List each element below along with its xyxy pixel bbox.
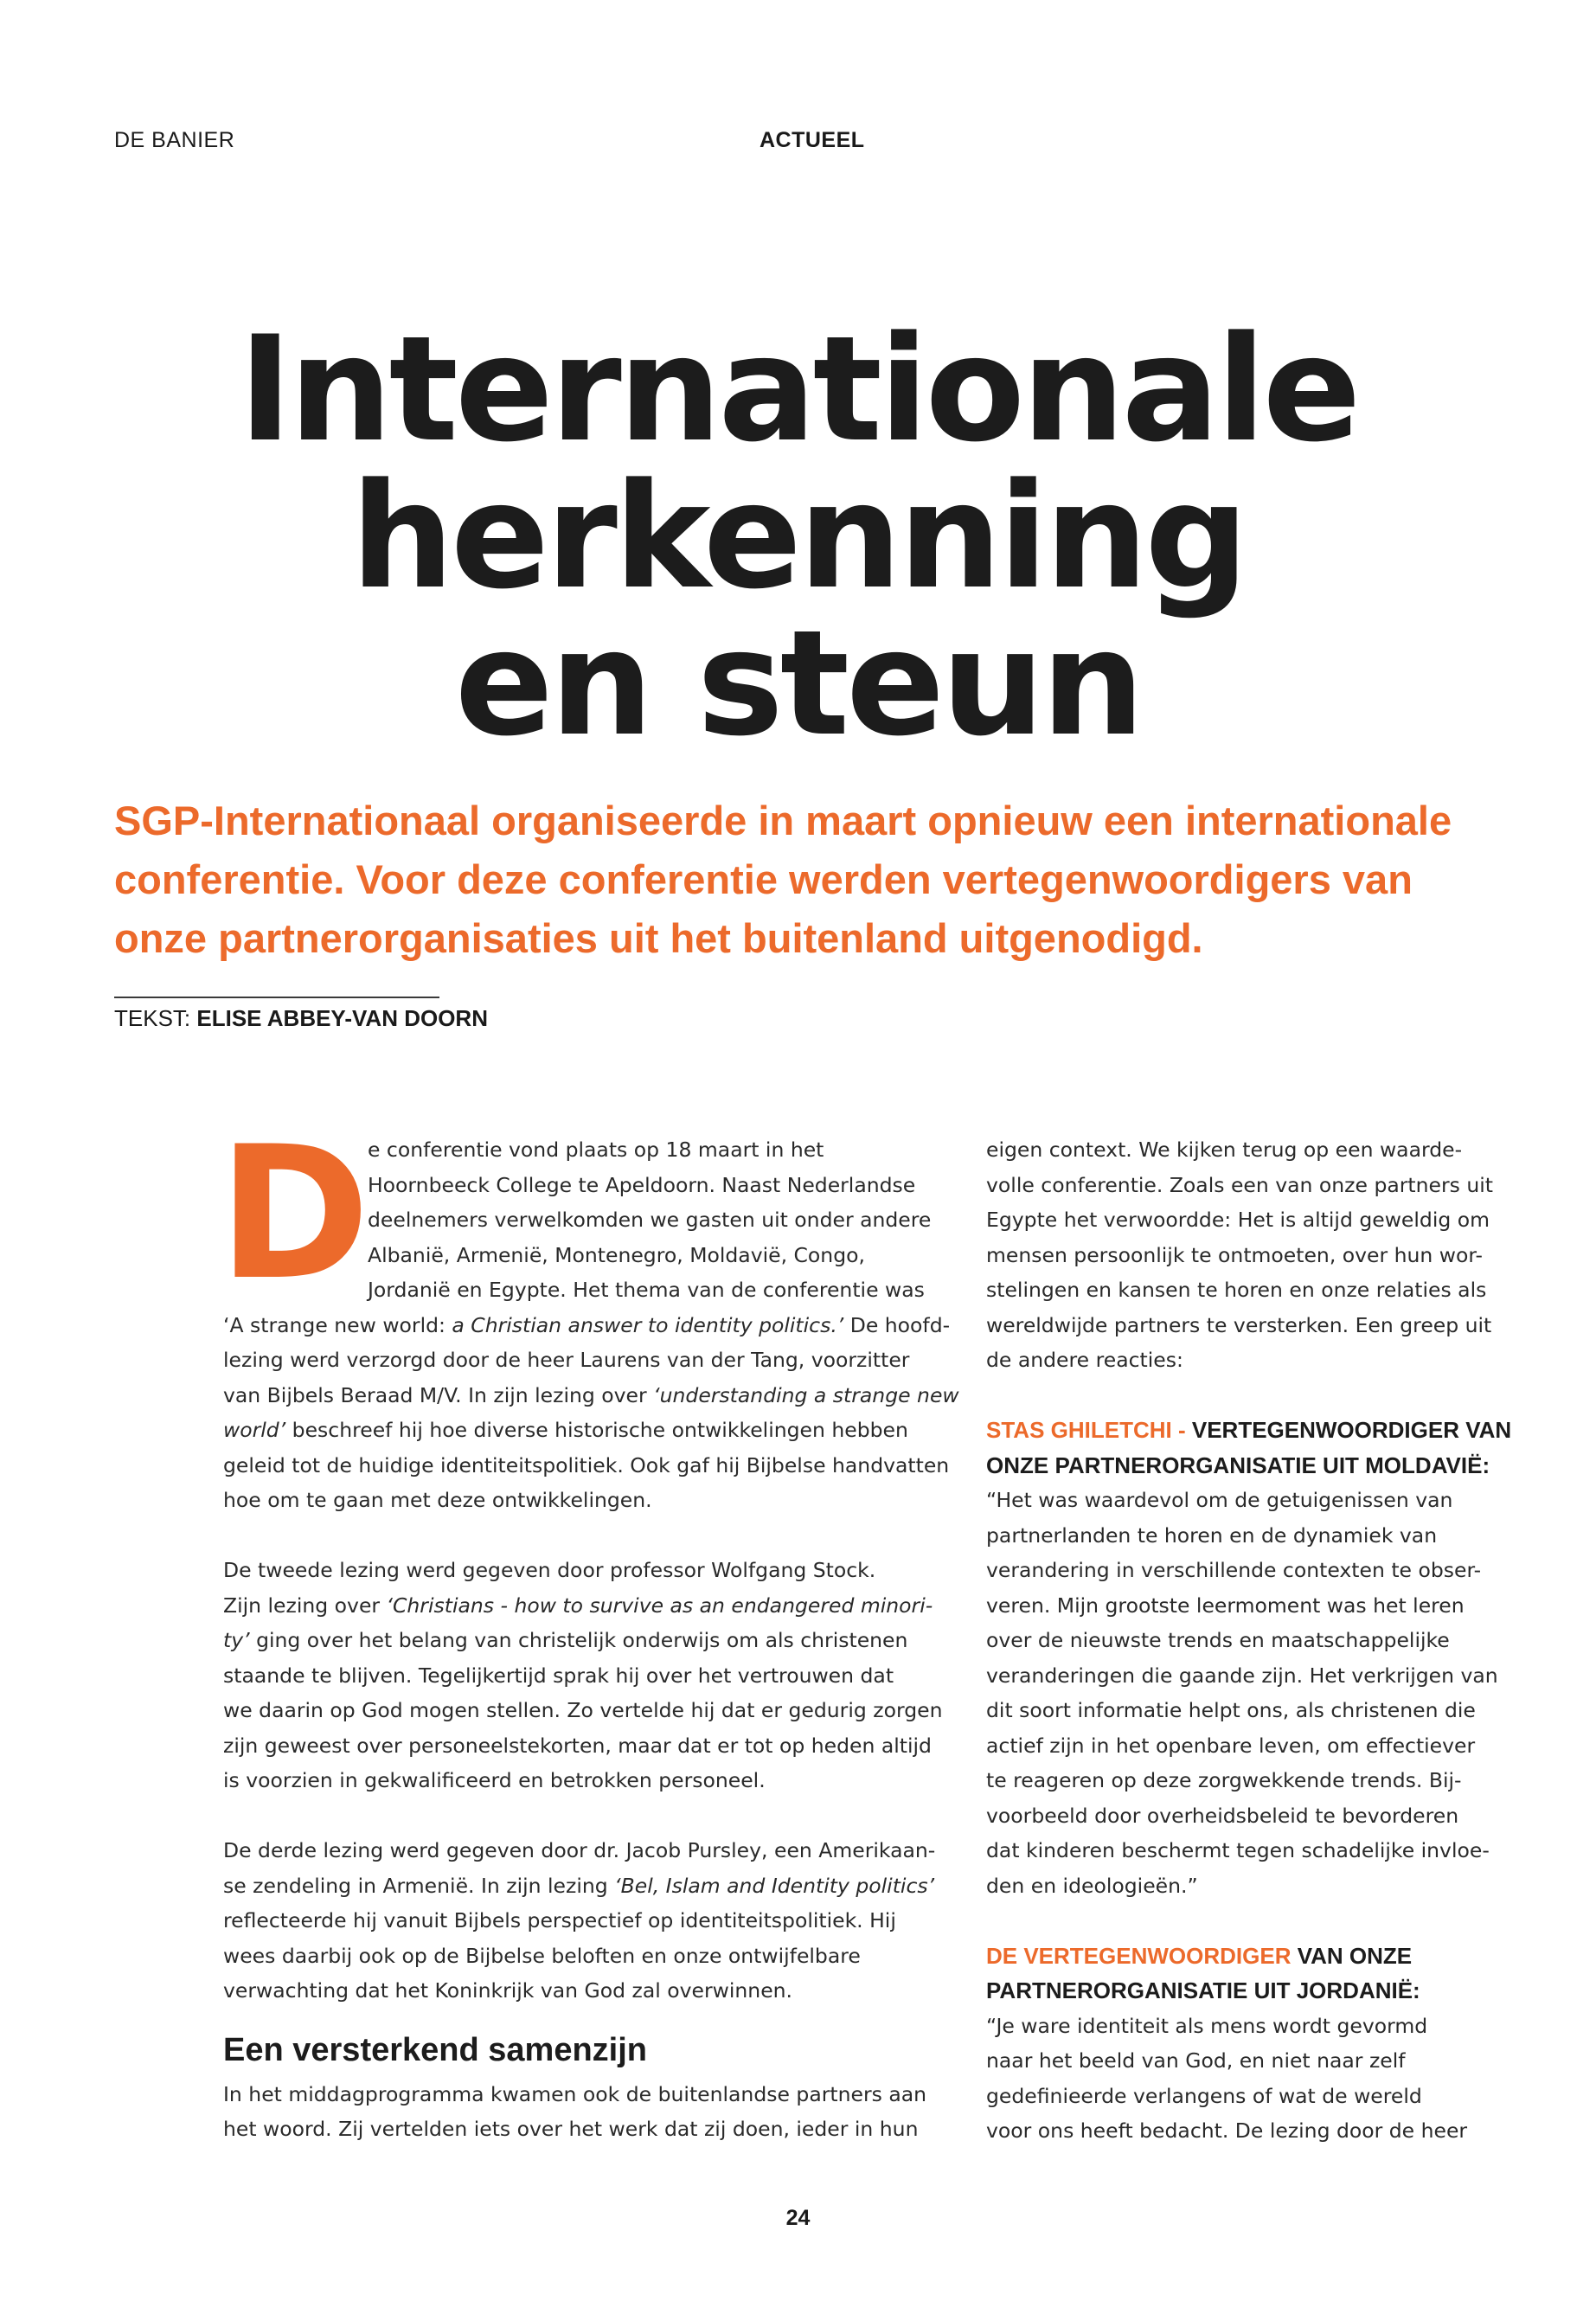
body-text: beschreef hij hoe diverse historische ontwikkelingen hebben: [285, 1418, 908, 1442]
body-line: volle conferentie. Zoals een van onze partners uit: [986, 1172, 1493, 1197]
paragraph-gap: [223, 2009, 950, 2026]
credit-label: TEKST:: [114, 1005, 191, 1031]
section-subheading: Een versterkend samenzijn: [223, 2031, 647, 2068]
quote-heading: [986, 1413, 1512, 1448]
body-text: se zendeling in Armenië. In zijn lezing: [223, 1873, 615, 1898]
body-line: mensen persoonlijk te ontmoeten, over hun wor-: [986, 1242, 1484, 1267]
body-line: [223, 1413, 950, 1448]
quote-line: voor ons heeft bedacht. De lezing door de heer: [986, 2118, 1468, 2143]
quote-speaker: STAS GHILETCHI -: [986, 1417, 1192, 1443]
lead-line: SGP-Internationaal organiseerde in maart opnieuw een internationale: [114, 798, 1452, 843]
quote-line: naar het beeld van God, en niet naar zelf: [986, 2048, 1406, 2073]
publication-name: DE BANIER: [114, 128, 235, 152]
paragraph-gap: [986, 1903, 1505, 1939]
title-line: herkenning: [350, 452, 1246, 621]
quote-line: dat kinderen beschermt tegen schadelijke invloe-: [986, 1838, 1490, 1862]
body-line: [223, 1308, 950, 1343]
quote-heading: [986, 1939, 1505, 1974]
body-line: wees daarbij ook op de Bijbelse beloften en onze ontwijfelbare: [223, 1943, 861, 1968]
paragraph-gap: [223, 1798, 950, 1834]
body-line: [223, 1378, 959, 1413]
body-text: ging over het belang van christelijk onderwijs om als christenen: [249, 1628, 908, 1652]
body-line: Hoornbeeck College te Apeldoorn. Naast Nederlandse: [368, 1172, 916, 1197]
author-name: ELISE ABBEY-VAN DOORN: [196, 1005, 488, 1031]
quote-line: verandering in verschillende contexten te obser-: [986, 1558, 1482, 1582]
body-text-italic: ‘Christians - how to survive as an endangered minori-: [386, 1593, 933, 1618]
quote-line: actief zijn in het openbare leven, om effectiever: [986, 1733, 1476, 1758]
body-line: verwachting dat het Koninkrijk van God zal overwinnen.: [223, 1978, 793, 2003]
paragraph-gap: [223, 1518, 950, 1554]
quote-line: dit soort informatie helpt ons, als christenen die: [986, 1698, 1476, 1722]
quote-line: “Je ware identiteit als mens wordt gevormd: [986, 2013, 1428, 2038]
quote-line: veren. Mijn grootste leermoment was het leren: [986, 1593, 1465, 1618]
quote-role: VERTEGENWOORDIGER VAN: [1191, 1417, 1512, 1443]
body-line: staande te blijven. Tegelijkertijd sprak hij over het vertrouwen dat: [223, 1663, 894, 1688]
body-line: [223, 1868, 950, 1904]
quote-speaker: DE VERTEGENWOORDIGER: [986, 1942, 1292, 1969]
body-text: De hoofd-: [843, 1312, 951, 1337]
drop-cap: D: [218, 1106, 370, 1320]
right-column: [986, 1132, 1512, 2149]
body-line: Albanië, Armenië, Montenegro, Moldavië, Congo,: [368, 1242, 865, 1267]
page-number: 24: [785, 2206, 811, 2230]
quote-line: veranderingen die gaande zijn. Het verkrijgen van: [986, 1663, 1498, 1688]
body-line: eigen context. We kijken terug op een waarde-: [986, 1138, 1463, 1162]
quote-role: VAN ONZE: [1291, 1942, 1413, 1969]
body-text-italic: world’: [223, 1418, 286, 1442]
body-text: van Bijbels Beraad M/V. In zijn lezing over: [223, 1382, 654, 1407]
quote-line: te reageren op deze zorgwekkende trends. Bij-: [986, 1768, 1462, 1792]
author-credit: [114, 1005, 488, 1032]
quote-line: partnerlanden te horen en de dynamiek van: [986, 1522, 1438, 1548]
quote-line: “Het was waardevol om de getuigenissen van: [986, 1488, 1453, 1512]
title-line: Internationale: [238, 304, 1358, 474]
article-title: [0, 304, 1596, 768]
quote-heading: PARTNERORGANISATIE UIT JORDANIË:: [986, 1977, 1420, 2003]
quote-line: den en ideologieën.”: [986, 1873, 1198, 1898]
body-line: lezing werd verzorgd door de heer Laurens van der Tang, voorzitter: [223, 1348, 910, 1372]
body-text: Zijn lezing over: [223, 1593, 387, 1618]
body-text: ‘A strange new world:: [223, 1312, 452, 1337]
body-line: De tweede lezing werd gegeven door professor Wolfgang Stock.: [223, 1558, 876, 1582]
body-line: is voorzien in gekwalificeerd en betrokken personeel.: [223, 1768, 766, 1792]
body-line: we daarin op God mogen stellen. Zo vertelde hij dat er gedurig zorgen: [223, 1698, 943, 1722]
body-text-italic: ty’: [223, 1628, 250, 1652]
lead-line: onze partnerorganisaties uit het buitenland uitgenodigd.: [114, 915, 1203, 961]
body-line: hoe om te gaan met deze ontwikkelingen.: [223, 1488, 652, 1512]
section-label: ACTUEEL: [760, 128, 865, 152]
quote-line: over de nieuwste trends en maatschappelijke: [986, 1628, 1450, 1652]
body-line: de andere reacties:: [986, 1348, 1183, 1372]
body-line: het woord. Zij vertelden iets over het werk dat zij doen, ieder in hun: [223, 2117, 919, 2141]
body-text-italic: a Christian answer to identity politics.’: [452, 1312, 844, 1337]
paragraph-gap: [986, 1378, 1505, 1413]
body-text-italic: ‘understanding a strange new: [653, 1382, 959, 1407]
body-line: stelingen en kansen te horen en onze relaties als: [986, 1278, 1487, 1302]
body-text-italic: ‘Bel, Islam and Identity politics’: [614, 1873, 935, 1898]
body-line: Jordanië en Egypte. Het thema van de conferentie was: [368, 1278, 925, 1302]
quote-heading: ONZE PARTNERORGANISATIE UIT MOLDAVIË:: [986, 1452, 1490, 1478]
body-line: wereldwijde partners te versterken. Een greep uit: [986, 1312, 1492, 1337]
body-line: [223, 1623, 950, 1658]
body-line: De derde lezing werd gegeven door dr. Jacob Pursley, een Amerikaan-: [223, 1838, 936, 1862]
body-line: zijn geweest over personeelstekorten, maar dat er tot op heden altijd: [223, 1733, 932, 1758]
body-line: e conferentie vond plaats op 18 maart in het: [368, 1138, 824, 1162]
lead-line: conferentie. Voor deze conferentie werden vertegenwoordigers van: [114, 856, 1413, 902]
body-line: [223, 1588, 950, 1624]
body-line: In het middagprogramma kwamen ook de buitenlandse partners aan: [223, 2081, 927, 2106]
left-column: [223, 1132, 959, 2147]
body-line: geleid tot de huidige identiteitspolitiek. Ook gaf hij Bijbelse handvatten: [223, 1452, 950, 1477]
quote-line: gedefinieerde verlangens of wat de wereld: [986, 2083, 1422, 2108]
body-line: deelnemers verwelkomden we gasten uit onder andere: [368, 1208, 932, 1232]
credit-divider: [114, 997, 439, 998]
body-line: Egypte het verwoordde: Het is altijd geweldig om: [986, 1208, 1490, 1232]
body-line: reflecteerde hij vanuit Bijbels perspectief op identiteitspolitiek. Hij: [223, 1908, 896, 1932]
quote-line: voorbeeld door overheidsbeleid te bevorderen: [986, 1803, 1459, 1828]
title-line: en steun: [454, 599, 1142, 768]
article-lead: [114, 792, 1490, 968]
